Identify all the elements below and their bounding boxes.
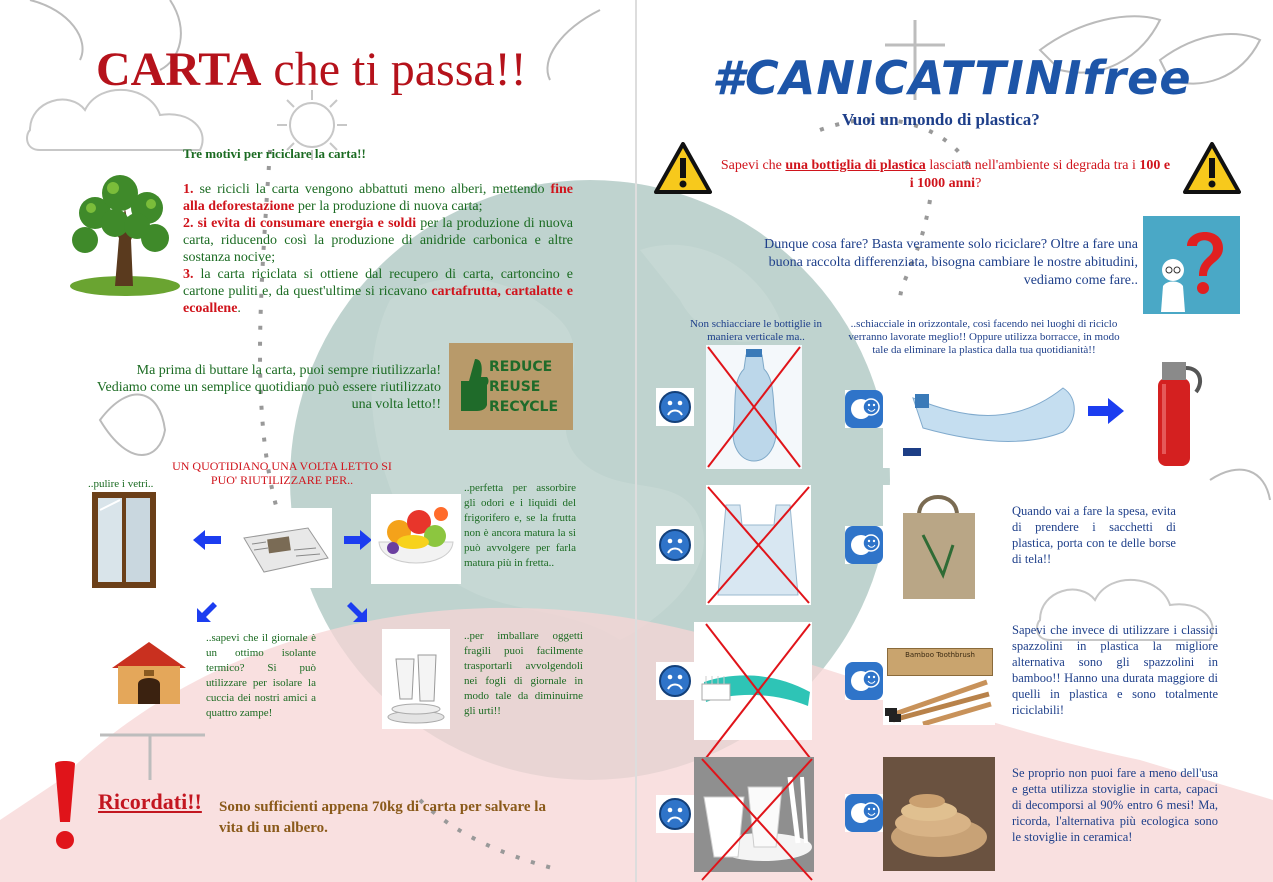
canvas-bag-photo (883, 485, 993, 605)
arrow-left-icon (193, 530, 221, 550)
motivo1-num: 1. (183, 182, 194, 197)
reduce-word: REDUCE (489, 359, 553, 375)
sapevi-c: lasciata nell'ambiente si degrada tra i (925, 158, 1140, 173)
title-rest: che ti passa!! (261, 43, 527, 96)
question-mark-icon (1143, 216, 1240, 314)
pulire-text: ..pulire i vetri.. (88, 478, 154, 490)
reuse-word: REUSE (489, 379, 541, 395)
arrow-right-icon (344, 530, 372, 550)
riutilizzo-text: Ma prima di buttare la carta, puoi sempre riutilizzarla! Vediamo come un semplice quotidiano può essere riutilizzato una volta letto!! (96, 363, 441, 412)
arrow-down-right-icon (345, 600, 369, 624)
left-page-title (96, 40, 527, 100)
sapevi-e: ? (975, 176, 982, 191)
red-x-icon (700, 757, 814, 882)
sad-face-icon (656, 662, 694, 700)
bamboo-toothbrush-photo (883, 640, 995, 725)
frigorifero-text: ..perfetta per assorbire gli odori e i liquidi del frigorifero e, se la frutta non è ancora matura la si può avvolgere per farla matura più in fretta.. (464, 482, 576, 569)
motivo3-c: . (237, 301, 241, 316)
motivo3-num: 3. (183, 267, 194, 282)
sapevi-bottiglia (718, 157, 1173, 193)
horizontal-bottle-photo (883, 358, 1083, 468)
ricordati-text-content: Sono sufficienti appena 70kg di carta per salvare la vita di un albero. (219, 799, 546, 836)
title-bold-word: CARTA (96, 43, 262, 96)
reduce-reuse-recycle-badge (449, 343, 573, 430)
motivo1-a: se ricicli la carta vengono abbattuti meno alberi, mettendo (193, 182, 551, 197)
dog-house-icon (108, 640, 190, 708)
arrow-right-icon (1088, 398, 1124, 424)
red-x-icon (706, 485, 811, 605)
sapevi-b: una bottiglia di plastica (785, 158, 926, 173)
motivo3-b: cartafrutta, cartalatte e ecoallene (183, 284, 573, 316)
happy-face-icon (845, 794, 883, 832)
warning-icon (1183, 142, 1241, 194)
non-schiacciare-text: Non schiacciare le bottigliе in maniera verticale ma.. (690, 318, 822, 343)
motivi-heading: Tre motivi per riciclare la carta!! (183, 146, 366, 161)
stoviglie-text: Se proprio non puoi fare a meno dell'usa e getta utilizza stoviglie in carta, capaci di decomporsi al 90% entro 6 mesi! Ma, ricorda, l'alternativa più ecologica sono le stoviglie in ceramica! (1012, 766, 1218, 844)
tree-icon (55, 168, 180, 300)
red-flask-photo (1148, 348, 1208, 468)
spesa-text: Quando vai a fare la spesa, evita di prendere i sacchetti di plastica, porta con te delle borse di tela!! (1012, 504, 1176, 566)
arrow-down-left-icon (195, 600, 219, 624)
happy-face-icon (845, 390, 883, 428)
happy-face-icon (845, 526, 883, 564)
ricordati-text (219, 797, 569, 839)
spazzolini-text: Sapevi che invece di utilizzare i classici spazzolini in plastica la migliore alternativa sono gli spazzolini in bamboo!! Hanno una durata maggiore di quelli in plastica e sono totalmente riciclabili! (1012, 623, 1218, 717)
sapevi-a: Sapevi che (720, 158, 786, 173)
sad-face-icon (656, 388, 694, 426)
red-x-icon (694, 622, 812, 762)
warning-icon (654, 142, 712, 194)
happy-face-icon (845, 662, 883, 700)
sad-face-icon (656, 526, 694, 564)
red-x-icon (706, 345, 802, 469)
schiacciale-text: ..schiacciale in orizzontale, così facendo nei luoghi di riciclo verranno lavorate meglio!! Oppure utilizza borracce, in modo tale da eliminare la plastica dalla tua quotidianità!! (848, 318, 1120, 356)
sad-face-icon (656, 795, 694, 833)
ricordati-label: Ricordati!! (98, 789, 202, 814)
sapevi-d: 100 e i 1000 anni (909, 158, 1171, 191)
thumbs-up-icon (455, 355, 489, 415)
right-subtitle: Vuoi un mondo di plastica? (842, 110, 1040, 129)
motivo2-a: 2. si evita di consumare energia e soldi (183, 216, 417, 231)
fruit-bowl-icon (371, 494, 461, 584)
newspaper-icon (238, 508, 332, 588)
motivo1-b: fine alla deforestazione (183, 182, 573, 214)
motivo2-b: per la produzione di nuova carta, riducendo così la produzione di anidride carbonica e altre sostanza nocive; (183, 216, 574, 265)
motivo3-a: la carta riciclata si ottiene dal recupero di carta, cartoncino e cartone puliti e, da quest'ultime si ricavano (183, 267, 573, 299)
exclamation-icon (50, 760, 80, 852)
cosa-fare-text: Dunque cosa fare? Basta veramente solo riciclare? Oltre a fare una buona raccolta differenziata, bisogna cambiare le nostre abitudini, vediamo come fare.. (764, 237, 1138, 288)
motivo1-c: per la produzione di nuova carta; (294, 199, 483, 214)
window-icon (90, 490, 158, 590)
quotidiano-heading: UN QUOTIDIANO UNA VOLTA LETTO SI PUO' RIUTILIZZARE PER.. (172, 459, 392, 487)
imballare-text: ..per imballare oggetti fragili puoi facilmente trasportarli avvolgendoli nei fogli di giornale in modo tale da diminuirne gli urti!! (464, 630, 583, 717)
glasses-icon (382, 629, 450, 729)
bamboo-box-label: Bamboo Toothbrush (887, 648, 993, 676)
motivi-list (183, 181, 573, 317)
isolante-text: ..sapevi che il giornale è un ottimo isolante termico? Si può utilizzare per isolare la cuccia dei nostri amici a quattro zampe! (206, 632, 316, 719)
right-page-title: #CANICATTINIfree (712, 51, 1192, 105)
recycle-word: RECYCLE (489, 399, 559, 415)
paper-plates-photo (883, 757, 995, 871)
